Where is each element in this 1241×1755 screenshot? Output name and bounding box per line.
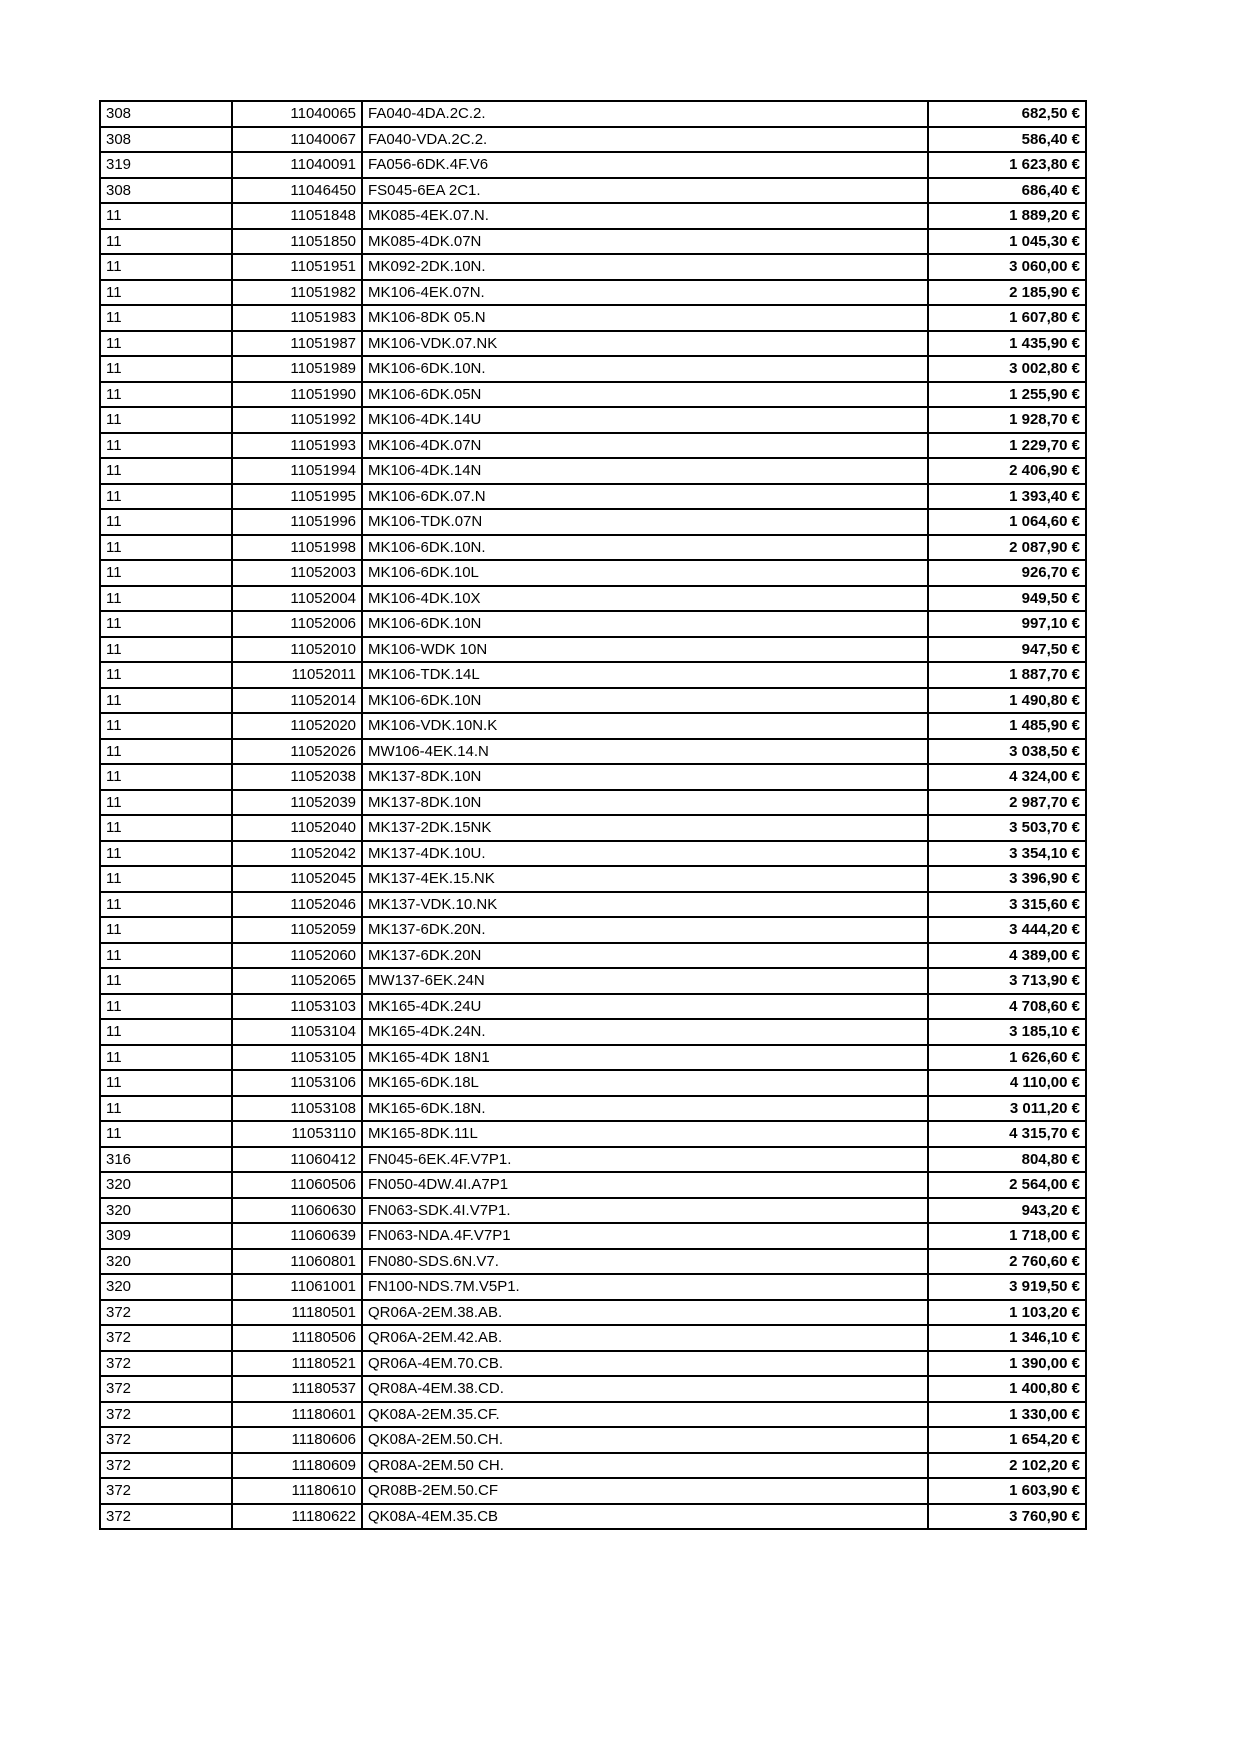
- table-row: [100, 382, 1086, 408]
- cell-group: 11: [100, 1096, 232, 1122]
- cell-model: FN045-6EK.4F.V7P1.: [362, 1147, 928, 1173]
- cell-group: 11: [100, 560, 232, 586]
- table-row: [100, 509, 1086, 535]
- cell-article-number: 11052040: [232, 815, 362, 841]
- cell-article-number: 11053104: [232, 1019, 362, 1045]
- table-row: [100, 892, 1086, 918]
- cell-article-number: 11052046: [232, 892, 362, 918]
- cell-model: QR06A-4EM.70.CB.: [362, 1351, 928, 1377]
- cell-price: 1 889,20 €: [928, 203, 1086, 229]
- cell-article-number: 11052020: [232, 713, 362, 739]
- cell-price: 2 564,00 €: [928, 1172, 1086, 1198]
- cell-article-number: 11046450: [232, 178, 362, 204]
- cell-price: 3 354,10 €: [928, 841, 1086, 867]
- cell-model: QR06A-2EM.42.AB.: [362, 1325, 928, 1351]
- table-row: [100, 790, 1086, 816]
- cell-model: MK165-8DK.11L: [362, 1121, 928, 1147]
- cell-group: 11: [100, 815, 232, 841]
- table-row: [100, 484, 1086, 510]
- cell-article-number: 11060412: [232, 1147, 362, 1173]
- cell-model: MK085-4EK.07.N.: [362, 203, 928, 229]
- cell-article-number: 11052010: [232, 637, 362, 663]
- cell-group: 319: [100, 152, 232, 178]
- cell-group: 11: [100, 356, 232, 382]
- cell-group: 11: [100, 1019, 232, 1045]
- table-row: [100, 917, 1086, 943]
- cell-model: MK106-VDK.10N.K: [362, 713, 928, 739]
- cell-group: 308: [100, 178, 232, 204]
- cell-model: FA056-6DK.4F.V6: [362, 152, 928, 178]
- cell-price: 1 064,60 €: [928, 509, 1086, 535]
- cell-group: 372: [100, 1351, 232, 1377]
- cell-model: MK137-8DK.10N: [362, 764, 928, 790]
- cell-article-number: 11053103: [232, 994, 362, 1020]
- cell-article-number: 11051987: [232, 331, 362, 357]
- cell-price: 682,50 €: [928, 101, 1086, 127]
- cell-model: MK165-6DK.18N.: [362, 1096, 928, 1122]
- cell-group: 11: [100, 1045, 232, 1071]
- cell-price: 3 060,00 €: [928, 254, 1086, 280]
- cell-model: MK106-4DK.14N: [362, 458, 928, 484]
- cell-group: 11: [100, 892, 232, 918]
- cell-group: 11: [100, 662, 232, 688]
- cell-group: 11: [100, 764, 232, 790]
- table-row: [100, 586, 1086, 612]
- cell-group: 11: [100, 611, 232, 637]
- table-row: [100, 968, 1086, 994]
- cell-group: 308: [100, 101, 232, 127]
- cell-group: 309: [100, 1223, 232, 1249]
- cell-model: MK165-4DK.24U: [362, 994, 928, 1020]
- cell-group: 372: [100, 1376, 232, 1402]
- cell-article-number: 11052006: [232, 611, 362, 637]
- cell-group: 372: [100, 1402, 232, 1428]
- cell-article-number: 11052060: [232, 943, 362, 969]
- cell-price: 943,20 €: [928, 1198, 1086, 1224]
- cell-price: 1 626,60 €: [928, 1045, 1086, 1071]
- cell-price: 586,40 €: [928, 127, 1086, 153]
- cell-group: 11: [100, 637, 232, 663]
- cell-price: 2 406,90 €: [928, 458, 1086, 484]
- cell-model: MK106-4EK.07N.: [362, 280, 928, 306]
- cell-group: 11: [100, 407, 232, 433]
- cell-price: 2 760,60 €: [928, 1249, 1086, 1275]
- cell-price: 1 435,90 €: [928, 331, 1086, 357]
- cell-article-number: 11052014: [232, 688, 362, 714]
- table-row: [100, 229, 1086, 255]
- cell-article-number: 11051996: [232, 509, 362, 535]
- cell-price: 686,40 €: [928, 178, 1086, 204]
- table-row: [100, 637, 1086, 663]
- cell-article-number: 11180601: [232, 1402, 362, 1428]
- table-row: [100, 688, 1086, 714]
- cell-model: QK08A-2EM.35.CF.: [362, 1402, 928, 1428]
- cell-price: 3 713,90 €: [928, 968, 1086, 994]
- cell-article-number: 11052059: [232, 917, 362, 943]
- cell-article-number: 11060801: [232, 1249, 362, 1275]
- cell-price: 1 928,70 €: [928, 407, 1086, 433]
- cell-price: 1 485,90 €: [928, 713, 1086, 739]
- cell-model: MK165-6DK.18L: [362, 1070, 928, 1096]
- cell-price: 1 330,00 €: [928, 1402, 1086, 1428]
- cell-group: 11: [100, 203, 232, 229]
- cell-price: 3 444,20 €: [928, 917, 1086, 943]
- table-row: [100, 1172, 1086, 1198]
- cell-group: 11: [100, 994, 232, 1020]
- cell-article-number: 11180506: [232, 1325, 362, 1351]
- cell-article-number: 11051990: [232, 382, 362, 408]
- table-row: [100, 764, 1086, 790]
- cell-group: 11: [100, 509, 232, 535]
- cell-model: MK137-6DK.20N.: [362, 917, 928, 943]
- cell-group: 372: [100, 1300, 232, 1326]
- cell-model: MK137-6DK.20N: [362, 943, 928, 969]
- table-row: [100, 127, 1086, 153]
- cell-model: QR08B-2EM.50.CF: [362, 1478, 928, 1504]
- cell-group: 11: [100, 484, 232, 510]
- cell-article-number: 11051848: [232, 203, 362, 229]
- cell-model: MK106-TDK.07N: [362, 509, 928, 535]
- cell-article-number: 11051995: [232, 484, 362, 510]
- cell-price: 4 324,00 €: [928, 764, 1086, 790]
- cell-article-number: 11051998: [232, 535, 362, 561]
- cell-price: 2 987,70 €: [928, 790, 1086, 816]
- cell-price: 3 760,90 €: [928, 1504, 1086, 1530]
- cell-model: MK106-WDK 10N: [362, 637, 928, 663]
- cell-article-number: 11180610: [232, 1478, 362, 1504]
- cell-model: FA040-VDA.2C.2.: [362, 127, 928, 153]
- cell-group: 320: [100, 1198, 232, 1224]
- cell-group: 11: [100, 917, 232, 943]
- cell-price: 3 002,80 €: [928, 356, 1086, 382]
- cell-model: MK137-4DK.10U.: [362, 841, 928, 867]
- table-row: [100, 560, 1086, 586]
- cell-article-number: 11060630: [232, 1198, 362, 1224]
- cell-price: 1 393,40 €: [928, 484, 1086, 510]
- cell-model: MK165-4DK 18N1: [362, 1045, 928, 1071]
- cell-price: 926,70 €: [928, 560, 1086, 586]
- cell-group: 11: [100, 739, 232, 765]
- cell-article-number: 11052045: [232, 866, 362, 892]
- cell-price: 1 400,80 €: [928, 1376, 1086, 1402]
- cell-model: MK106-TDK.14L: [362, 662, 928, 688]
- cell-model: FN063-NDA.4F.V7P1: [362, 1223, 928, 1249]
- cell-price: 1 346,10 €: [928, 1325, 1086, 1351]
- table-row: [100, 1300, 1086, 1326]
- cell-price: 997,10 €: [928, 611, 1086, 637]
- cell-article-number: 11040091: [232, 152, 362, 178]
- cell-article-number: 11051989: [232, 356, 362, 382]
- cell-price: 1 390,00 €: [928, 1351, 1086, 1377]
- cell-model: MK106-4DK.07N: [362, 433, 928, 459]
- cell-model: MK165-4DK.24N.: [362, 1019, 928, 1045]
- table-row: [100, 662, 1086, 688]
- cell-price: 3 503,70 €: [928, 815, 1086, 841]
- cell-article-number: 11180501: [232, 1300, 362, 1326]
- cell-model: FN063-SDK.4I.V7P1.: [362, 1198, 928, 1224]
- cell-price: 1 718,00 €: [928, 1223, 1086, 1249]
- cell-group: 11: [100, 433, 232, 459]
- cell-model: QR08A-2EM.50 CH.: [362, 1453, 928, 1479]
- table-row: [100, 305, 1086, 331]
- cell-price: 4 389,00 €: [928, 943, 1086, 969]
- cell-group: 372: [100, 1478, 232, 1504]
- cell-group: 11: [100, 254, 232, 280]
- cell-model: FS045-6EA 2C1.: [362, 178, 928, 204]
- cell-article-number: 11180606: [232, 1427, 362, 1453]
- cell-price: 1 255,90 €: [928, 382, 1086, 408]
- cell-model: MK106-6DK.10N: [362, 611, 928, 637]
- cell-group: 11: [100, 331, 232, 357]
- cell-price: 949,50 €: [928, 586, 1086, 612]
- table-row: [100, 815, 1086, 841]
- table-row: [100, 1147, 1086, 1173]
- cell-article-number: 11180521: [232, 1351, 362, 1377]
- cell-model: FN050-4DW.4I.A7P1: [362, 1172, 928, 1198]
- cell-price: 2 087,90 €: [928, 535, 1086, 561]
- cell-price: 4 110,00 €: [928, 1070, 1086, 1096]
- cell-article-number: 11053108: [232, 1096, 362, 1122]
- cell-group: 11: [100, 382, 232, 408]
- table-row: [100, 1325, 1086, 1351]
- table-row: [100, 254, 1086, 280]
- cell-price: 1 103,20 €: [928, 1300, 1086, 1326]
- cell-group: 308: [100, 127, 232, 153]
- table-row: [100, 1351, 1086, 1377]
- cell-group: 11: [100, 535, 232, 561]
- cell-price: 2 185,90 €: [928, 280, 1086, 306]
- table-row: [100, 1427, 1086, 1453]
- cell-model: MK106-8DK 05.N: [362, 305, 928, 331]
- cell-model: MK106-4DK.10X: [362, 586, 928, 612]
- cell-group: 372: [100, 1427, 232, 1453]
- cell-model: FN080-SDS.6N.V7.: [362, 1249, 928, 1275]
- cell-price: 1 045,30 €: [928, 229, 1086, 255]
- cell-price: 1 490,80 €: [928, 688, 1086, 714]
- cell-model: MK137-2DK.15NK: [362, 815, 928, 841]
- cell-price: 1 603,90 €: [928, 1478, 1086, 1504]
- table-row: [100, 280, 1086, 306]
- table-row: [100, 1249, 1086, 1275]
- cell-model: MK137-4EK.15.NK: [362, 866, 928, 892]
- table-row: [100, 1121, 1086, 1147]
- cell-model: MK106-6DK.10N.: [362, 535, 928, 561]
- cell-price: 1 229,70 €: [928, 433, 1086, 459]
- table-row: [100, 1096, 1086, 1122]
- cell-group: 11: [100, 968, 232, 994]
- table-row: [100, 1070, 1086, 1096]
- cell-price: 804,80 €: [928, 1147, 1086, 1173]
- table-row: [100, 1045, 1086, 1071]
- cell-price: 3 919,50 €: [928, 1274, 1086, 1300]
- price-table: [99, 100, 1087, 1530]
- cell-group: 11: [100, 305, 232, 331]
- cell-article-number: 11040067: [232, 127, 362, 153]
- cell-model: MK137-8DK.10N: [362, 790, 928, 816]
- cell-model: MK106-4DK.14U: [362, 407, 928, 433]
- cell-group: 11: [100, 280, 232, 306]
- cell-article-number: 11052039: [232, 790, 362, 816]
- cell-article-number: 11052011: [232, 662, 362, 688]
- cell-group: 320: [100, 1172, 232, 1198]
- cell-article-number: 11051982: [232, 280, 362, 306]
- table-row: [100, 458, 1086, 484]
- table-row: [100, 535, 1086, 561]
- table-row: [100, 841, 1086, 867]
- table-row: [100, 866, 1086, 892]
- cell-group: 11: [100, 943, 232, 969]
- table-row: [100, 101, 1086, 127]
- table-row: [100, 433, 1086, 459]
- cell-article-number: 11060506: [232, 1172, 362, 1198]
- cell-group: 11: [100, 1121, 232, 1147]
- table-row: [100, 1453, 1086, 1479]
- cell-article-number: 11053110: [232, 1121, 362, 1147]
- cell-group: 372: [100, 1453, 232, 1479]
- cell-model: QK08A-4EM.35.CB: [362, 1504, 928, 1530]
- cell-article-number: 11052038: [232, 764, 362, 790]
- table-row: [100, 1223, 1086, 1249]
- cell-article-number: 11180609: [232, 1453, 362, 1479]
- table-row: [100, 1019, 1086, 1045]
- cell-group: 372: [100, 1504, 232, 1530]
- cell-article-number: 11051850: [232, 229, 362, 255]
- cell-article-number: 11051983: [232, 305, 362, 331]
- cell-article-number: 11060639: [232, 1223, 362, 1249]
- cell-model: FA040-4DA.2C.2.: [362, 101, 928, 127]
- table-row: [100, 611, 1086, 637]
- cell-price: 1 654,20 €: [928, 1427, 1086, 1453]
- cell-price: 4 708,60 €: [928, 994, 1086, 1020]
- cell-group: 320: [100, 1249, 232, 1275]
- table-row: [100, 203, 1086, 229]
- cell-article-number: 11180537: [232, 1376, 362, 1402]
- cell-article-number: 11051992: [232, 407, 362, 433]
- cell-price: 3 011,20 €: [928, 1096, 1086, 1122]
- cell-model: QK08A-2EM.50.CH.: [362, 1427, 928, 1453]
- cell-group: 11: [100, 586, 232, 612]
- cell-group: 316: [100, 1147, 232, 1173]
- cell-group: 11: [100, 841, 232, 867]
- cell-price: 1 623,80 €: [928, 152, 1086, 178]
- cell-article-number: 11052042: [232, 841, 362, 867]
- cell-model: MK106-6DK.07.N: [362, 484, 928, 510]
- cell-model: QR08A-4EM.38.CD.: [362, 1376, 928, 1402]
- cell-article-number: 11051994: [232, 458, 362, 484]
- table-row: [100, 407, 1086, 433]
- cell-model: MK106-VDK.07.NK: [362, 331, 928, 357]
- table-row: [100, 1478, 1086, 1504]
- cell-article-number: 11052026: [232, 739, 362, 765]
- cell-group: 320: [100, 1274, 232, 1300]
- table-row: [100, 713, 1086, 739]
- cell-model: MK137-VDK.10.NK: [362, 892, 928, 918]
- table-row: [100, 943, 1086, 969]
- table-row: [100, 178, 1086, 204]
- table-row: [100, 739, 1086, 765]
- cell-group: 372: [100, 1325, 232, 1351]
- cell-article-number: 11053105: [232, 1045, 362, 1071]
- table-row: [100, 356, 1086, 382]
- table-row: [100, 1376, 1086, 1402]
- cell-model: MK106-6DK.10N: [362, 688, 928, 714]
- cell-price: 4 315,70 €: [928, 1121, 1086, 1147]
- cell-model: QR06A-2EM.38.AB.: [362, 1300, 928, 1326]
- cell-model: MK106-6DK.10N.: [362, 356, 928, 382]
- cell-price: 3 185,10 €: [928, 1019, 1086, 1045]
- cell-article-number: 11051993: [232, 433, 362, 459]
- table-row: [100, 1504, 1086, 1530]
- price-table-body: [100, 101, 1086, 1529]
- cell-price: 3 315,60 €: [928, 892, 1086, 918]
- table-row: [100, 152, 1086, 178]
- cell-group: 11: [100, 866, 232, 892]
- cell-model: MK085-4DK.07N: [362, 229, 928, 255]
- table-row: [100, 1274, 1086, 1300]
- cell-model: MK106-6DK.05N: [362, 382, 928, 408]
- cell-model: MW106-4EK.14.N: [362, 739, 928, 765]
- cell-article-number: 11040065: [232, 101, 362, 127]
- cell-article-number: 11052065: [232, 968, 362, 994]
- cell-group: 11: [100, 713, 232, 739]
- cell-model: MW137-6EK.24N: [362, 968, 928, 994]
- cell-price: 1 887,70 €: [928, 662, 1086, 688]
- cell-model: FN100-NDS.7M.V5P1.: [362, 1274, 928, 1300]
- cell-model: MK106-6DK.10L: [362, 560, 928, 586]
- cell-price: 1 607,80 €: [928, 305, 1086, 331]
- cell-article-number: 11180622: [232, 1504, 362, 1530]
- cell-group: 11: [100, 458, 232, 484]
- cell-price: 947,50 €: [928, 637, 1086, 663]
- cell-price: 3 396,90 €: [928, 866, 1086, 892]
- table-row: [100, 1198, 1086, 1224]
- cell-article-number: 11052003: [232, 560, 362, 586]
- cell-price: 3 038,50 €: [928, 739, 1086, 765]
- table-row: [100, 994, 1086, 1020]
- cell-article-number: 11053106: [232, 1070, 362, 1096]
- cell-group: 11: [100, 1070, 232, 1096]
- cell-article-number: 11061001: [232, 1274, 362, 1300]
- cell-group: 11: [100, 790, 232, 816]
- cell-group: 11: [100, 688, 232, 714]
- table-row: [100, 1402, 1086, 1428]
- cell-article-number: 11052004: [232, 586, 362, 612]
- cell-model: MK092-2DK.10N.: [362, 254, 928, 280]
- cell-price: 2 102,20 €: [928, 1453, 1086, 1479]
- table-row: [100, 331, 1086, 357]
- cell-article-number: 11051951: [232, 254, 362, 280]
- cell-group: 11: [100, 229, 232, 255]
